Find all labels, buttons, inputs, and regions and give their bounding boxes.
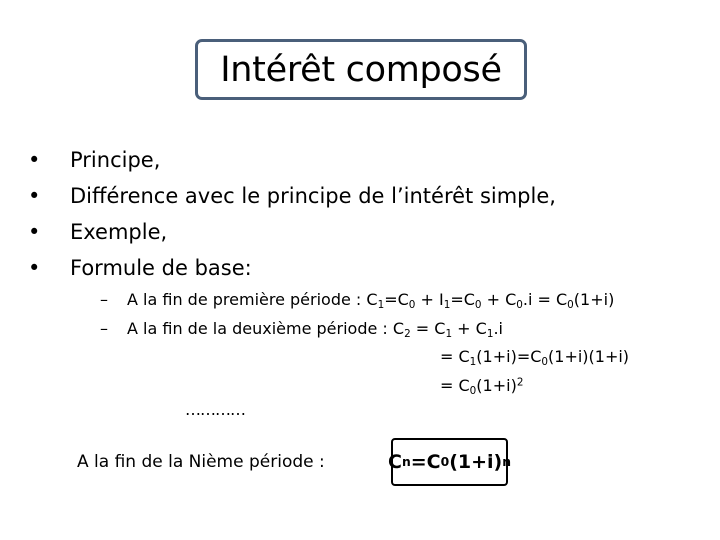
subscript: 1 [443, 299, 451, 312]
subscript: 0 [408, 299, 416, 312]
bullet-item [28, 254, 556, 290]
subscript: 0 [567, 299, 574, 312]
formula-text: (1+i) [476, 376, 517, 395]
formula-text: .i = C [522, 290, 568, 309]
formula-text: (1+i)(1+i) [548, 347, 630, 366]
final-formula-box: C n =C 0 (1+i) n [391, 438, 508, 486]
sub-item-first-period [100, 289, 614, 311]
formula-text: (1+i) [449, 451, 503, 473]
slide-title: Intérêt composé [220, 49, 502, 90]
formula-text: =C [450, 290, 475, 309]
bullet-item [28, 182, 556, 218]
subscript: 1 [377, 299, 385, 312]
formula-text: = C [410, 319, 446, 338]
bullet-text: Principe, [70, 148, 161, 172]
formula-continuation-1 [440, 346, 629, 368]
formula-text: = C [440, 347, 470, 366]
bullet-text: Exemple, [70, 220, 168, 244]
bullet-dot-icon: • [28, 184, 41, 208]
formula-text: A la fin de la deuxième période : C [127, 319, 405, 338]
formula-text: = C [440, 376, 470, 395]
ellipsis: ………… [185, 400, 245, 419]
formula-continuation-2 [440, 375, 523, 397]
bullet-item [28, 146, 556, 182]
subscript: 0 [474, 299, 482, 312]
subscript: 2 [404, 328, 411, 341]
title-box [195, 39, 527, 100]
dash-icon: – [100, 290, 108, 309]
bullet-text: Formule de base: [70, 256, 252, 280]
bullet-dot-icon: • [28, 256, 41, 280]
bullet-item [28, 218, 556, 254]
bullet-list [28, 146, 556, 290]
formula-text: =C [384, 290, 409, 309]
formula-text: .i [493, 319, 503, 338]
subscript: 0 [541, 356, 549, 369]
subscript: 1 [486, 328, 494, 341]
bullet-dot-icon: • [28, 220, 41, 244]
subscript: 1 [469, 356, 477, 369]
subscript: 1 [445, 328, 453, 341]
formula-text: + I [415, 290, 444, 309]
nth-period-label: A la fin de la Nième période : [77, 452, 325, 472]
formula-text: =C [410, 451, 441, 473]
formula-text: + C [481, 290, 517, 309]
subscript: 0 [516, 299, 523, 312]
dash-icon: – [100, 319, 108, 338]
formula-text: + C [452, 319, 487, 338]
formula-text: C [387, 451, 402, 473]
sub-item-second-period [100, 318, 503, 340]
bullet-text: Différence avec le principe de l’intérêt simple, [70, 184, 556, 208]
bullet-dot-icon: • [28, 148, 41, 172]
formula-text: A la fin de première période : C [127, 290, 378, 309]
formula-text: (1+i)=C [476, 347, 542, 366]
subscript: 0 [469, 385, 477, 398]
formula-text: (1+i) [573, 290, 615, 309]
superscript: 2 [516, 376, 524, 389]
